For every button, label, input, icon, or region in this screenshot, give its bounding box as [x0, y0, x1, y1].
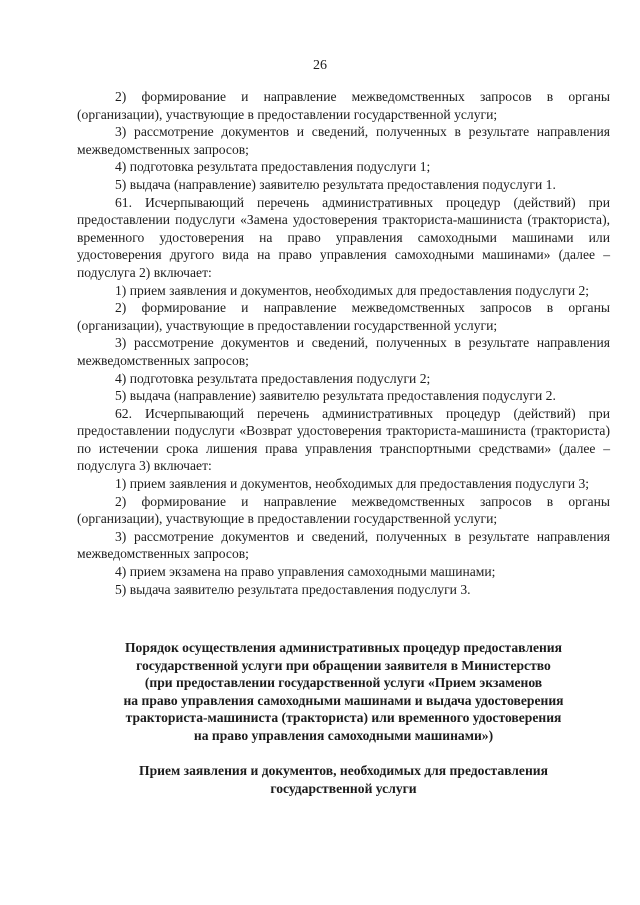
paragraph: 61. Исчерпывающий перечень административных процедур (действий) при предоставлении подуслуги «Замена удостоверения тракториста-машиниста (тракториста), временного удостоверения на право управления самоходными машинами или удостоверения другого вида на право управления самоходными машинами» (далее – подуслуга 2) включает: [77, 194, 610, 280]
paragraph: 1) прием заявления и документов, необходимых для предоставления подуслуги 3; [115, 476, 590, 492]
paragraph: 2) формирование и направление межведомственных запросов в органы (организации), участвующие в предоставлении государственной услуги; [77, 300, 610, 333]
paragraph: 5) выдача (направление) заявителю результата предоставления подуслуги 2. [115, 388, 556, 404]
paragraph: 5) выдача (направление) заявителю результата предоставления подуслуги 1. [115, 176, 556, 192]
heading-line: (при предоставлении государственной услуги «Прием экзаменов [144, 675, 543, 691]
heading-line: на право управления самоходными машинами и выдача удостоверения [123, 692, 564, 708]
heading-line: на право управления самоходными машинами») [193, 727, 494, 743]
paragraph: 5) выдача заявителю результата предоставления подуслуги 3. [115, 581, 471, 597]
paragraph: 4) прием экзамена на право управления самоходными машинами; [115, 564, 496, 580]
paragraph: 1) прием заявления и документов, необходимых для предоставления подуслуги 2; [115, 282, 590, 298]
paragraph: 4) подготовка результата предоставления подуслуги 1; [115, 159, 431, 175]
paragraph: 3) рассмотрение документов и сведений, полученных в результате направления межведомственных запросов; [77, 528, 610, 562]
heading-line: государственной услуги при обращении заявителя в Министерство [136, 657, 551, 673]
heading-line: Прием заявления и документов, необходимых для предоставления [139, 763, 548, 778]
body-text [77, 88, 610, 598]
heading-line: тракториста-машиниста (тракториста) или временного удостоверения [125, 710, 562, 726]
paragraph: 3) рассмотрение документов и сведений, полученных в результате направления межведомственных запросов; [77, 335, 610, 368]
paragraph: 2) формирование и направление межведомственных запросов в органы (организации), участвующие в предоставлении государственной услуги; [77, 89, 610, 122]
paragraph: 62. Исчерпывающий перечень административных процедур (действий) при предоставлении подуслуги «Возврат удостоверения тракториста-машиниста (тракториста) по истечении срока лишения права управления транспортными средствами» (далее – подуслуга 3) включает: [77, 405, 610, 474]
subsection-heading [77, 762, 610, 797]
paragraph: 3) рассмотрение документов и сведений, полученных в результате направления межведомственных запросов; [77, 124, 610, 157]
page-number: 26 [313, 58, 327, 73]
section-heading [77, 639, 610, 745]
heading-line: Порядок осуществления административных процедур предоставления [124, 640, 562, 655]
paragraph: 2) формирование и направление межведомственных запросов в органы (организации), участвующие в предоставлении государственной услуги; [77, 493, 610, 527]
paragraph: 4) подготовка результата предоставления подуслуги 2; [115, 370, 431, 386]
heading-line: государственной услуги [270, 780, 417, 796]
